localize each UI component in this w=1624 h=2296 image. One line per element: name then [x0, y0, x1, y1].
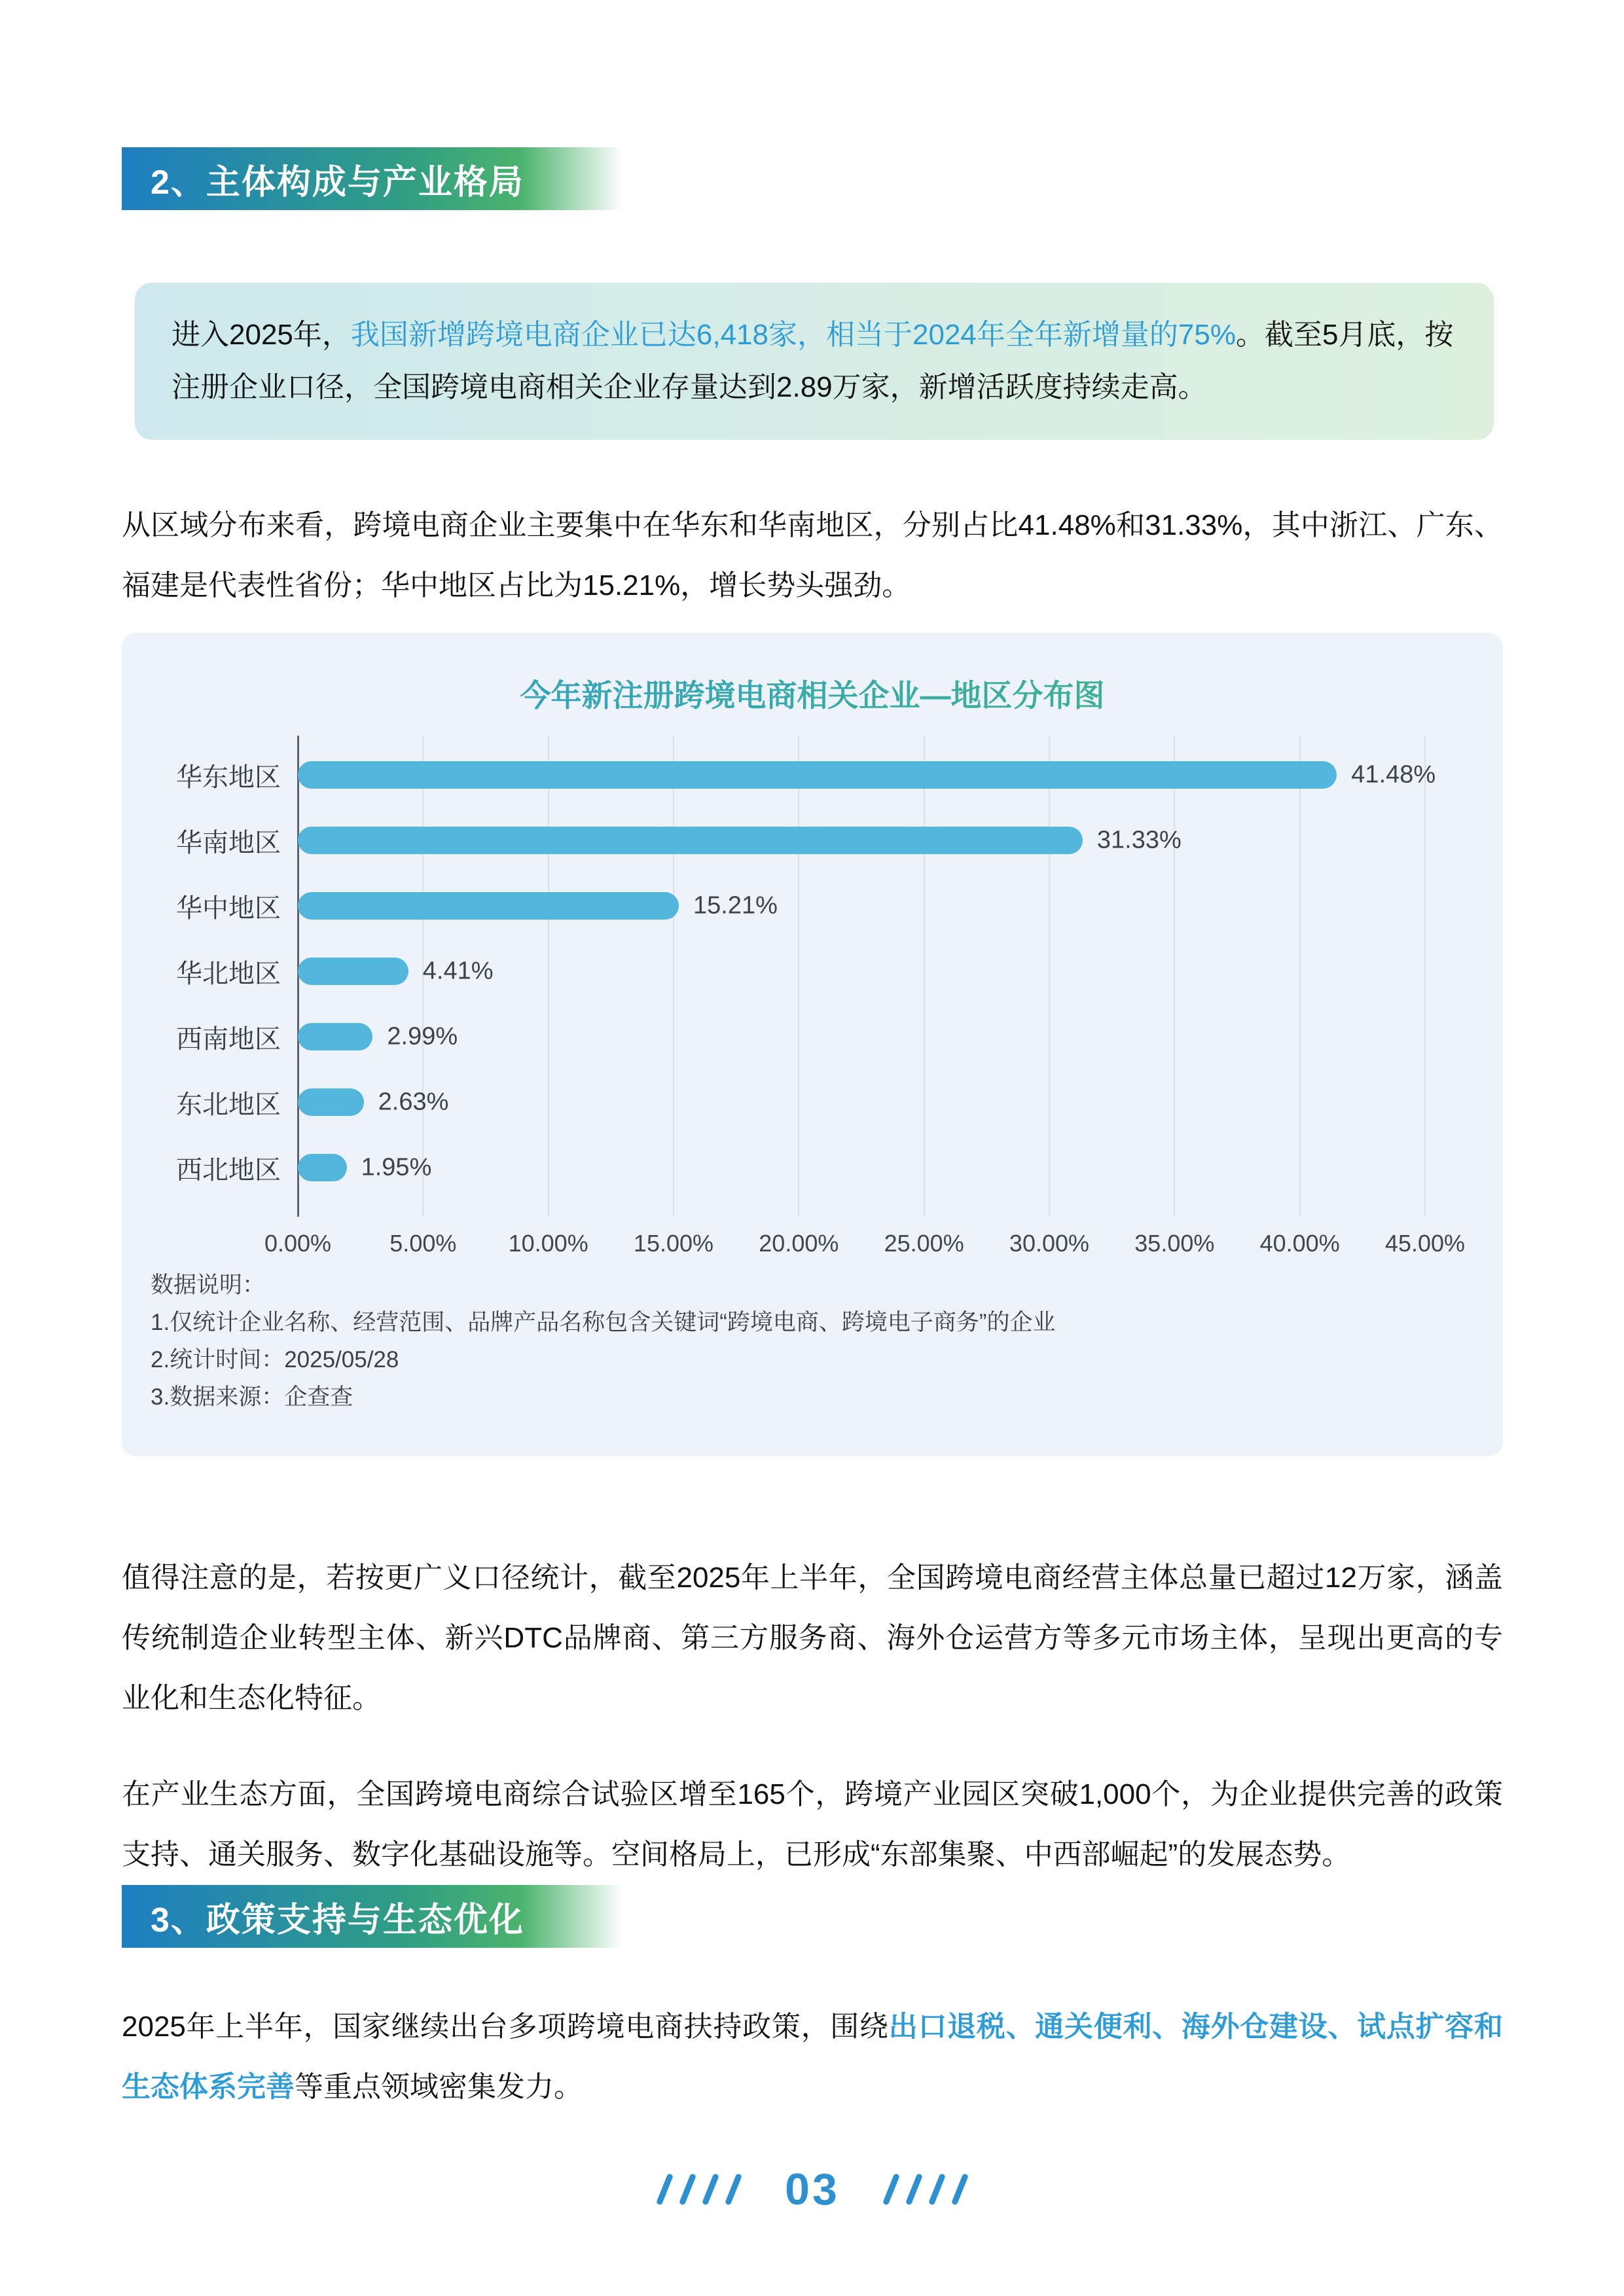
bar — [298, 1023, 372, 1050]
bar-track — [298, 808, 1425, 873]
page-footer — [122, 2163, 1503, 2215]
chart-row — [151, 808, 1503, 873]
text-segment: 2025年上半年，国家继续出台多项跨境电商扶持政策，围绕 — [122, 2011, 889, 2043]
value-label: 2.99% — [387, 1022, 458, 1050]
value-label: 1.95% — [361, 1153, 432, 1181]
category-label: 华中地区 — [176, 893, 281, 923]
value-label: 15.21% — [693, 891, 778, 920]
bar-chart — [151, 736, 1503, 1257]
text-segment: 进入2025年， — [171, 319, 351, 351]
section-3-header — [122, 1885, 634, 1948]
paragraph-broader-statistics: 值得注意的是，若按更广义口径统计，截至2025年上半年，全国跨境电商经营主体总量已超过12万家，涵盖传统制造企业转型主体、新兴DTC品牌商、第三方服务商、海外仓运营方等多元市场主体，呈现出更高的专业化和生态化特征。 — [122, 1562, 1503, 1714]
slash-mark — [702, 2173, 719, 2206]
paragraph-policy-support — [122, 1997, 1503, 2117]
page-number: 03 — [785, 2164, 840, 2214]
x-tick-label: 25.00% — [884, 1230, 964, 1257]
value-label: 31.33% — [1096, 826, 1182, 854]
slash-mark — [725, 2173, 742, 2206]
x-tick-label: 0.00% — [264, 1230, 332, 1257]
value-label: 41.48% — [1351, 761, 1436, 789]
slash-mark — [679, 2173, 696, 2206]
x-axis-ticks — [264, 1217, 1466, 1257]
section-2-header — [122, 147, 634, 210]
footer-slashes-left — [662, 2173, 736, 2206]
chart-row — [151, 873, 1503, 939]
text-segment: 等重点领域密集发力。 — [295, 2071, 583, 2103]
category-label: 华南地区 — [176, 828, 281, 857]
bar — [298, 827, 1083, 854]
footer-slashes-right — [888, 2173, 963, 2206]
x-tick-label: 35.00% — [1134, 1230, 1215, 1257]
bar — [298, 1154, 347, 1181]
bar-track — [298, 1069, 1425, 1135]
bar-track — [298, 873, 1425, 939]
chart-notes — [151, 1266, 1503, 1416]
text-segment: 出口退税、通关便利、海外仓建设、试点扩容和生态体系完善 — [122, 2011, 1504, 2103]
category-label: 西北地区 — [176, 1155, 281, 1185]
chart-row — [151, 1004, 1503, 1069]
chart-title: 今年新注册跨境电商相关企业—地区分布图 — [122, 679, 1503, 713]
bar-track — [298, 1135, 1425, 1200]
text-segment: 我国新增跨境电商企业已达6,418家，相当于2024年全年新增量的75% — [350, 319, 1236, 351]
x-tick-label: 30.00% — [1009, 1230, 1090, 1257]
slash-mark — [928, 2173, 946, 2206]
bar-track — [298, 1004, 1425, 1069]
chart-card — [122, 633, 1503, 1456]
chart-row — [151, 742, 1503, 808]
bar — [298, 958, 408, 985]
x-tick-label: 10.00% — [508, 1230, 588, 1257]
chart-plot-area — [151, 736, 1503, 1217]
chart-note-line: 数据说明： — [151, 1272, 266, 1298]
value-label: 4.41% — [422, 957, 494, 985]
bar-track — [298, 742, 1436, 808]
bar — [298, 1088, 364, 1116]
chart-note-line: 3.数据来源：企查查 — [151, 1384, 353, 1410]
category-label: 华东地区 — [176, 762, 281, 792]
value-label: 2.63% — [378, 1088, 449, 1116]
paragraph-industry-ecology: 在产业生态方面，全国跨境电商综合试验区增至165个，跨境产业园区突破1,000个，为企业提供完善的政策支持、通关服务、数字化基础设施等。空间格局上，已形成“东部集聚、中西部崛起”的发展态势。 — [122, 1778, 1503, 1871]
x-tick-label: 45.00% — [1384, 1230, 1466, 1257]
chart-note-line: 1.仅统计企业名称、经营范围、品牌产品名称包含关键词“跨境电商、跨境电子商务”的企业 — [151, 1310, 1056, 1335]
slash-mark — [882, 2173, 900, 2206]
section-2-title: 2、主体构成与产业格局 — [151, 163, 524, 202]
highlight-callout — [135, 283, 1494, 440]
chart-rows — [151, 742, 1503, 1200]
category-label: 华北地区 — [176, 959, 281, 988]
bar — [298, 892, 679, 920]
callout-text — [171, 309, 1457, 414]
chart-note-line: 2.统计时间：2025/05/28 — [151, 1347, 399, 1372]
bar — [298, 761, 1337, 789]
slash-mark — [905, 2173, 923, 2206]
paragraph-region-distribution: 从区域分布来看，跨境电商企业主要集中在华东和华南地区，分别占比41.48%和31.33%，其中浙江、广东、福建是代表性省份；华中地区占比为15.21%，增长势头强劲。 — [122, 509, 1503, 601]
text-segment: 。截至5月底，按注册企业口径，全国跨境电商相关企业存量达到2.89万家，新增活跃度持续走高。 — [171, 319, 1454, 403]
chart-row — [151, 939, 1503, 1004]
category-label: 东北地区 — [176, 1090, 281, 1119]
chart-row — [151, 1135, 1503, 1200]
slash-mark — [656, 2173, 674, 2206]
category-label: 西南地区 — [176, 1024, 281, 1054]
x-tick-label: 15.00% — [633, 1230, 714, 1257]
chart-row — [151, 1069, 1503, 1135]
section-3-title: 3、政策支持与生态优化 — [151, 1901, 524, 1939]
bar-track — [298, 939, 1425, 1004]
x-tick-label: 40.00% — [1259, 1230, 1340, 1257]
x-tick-label: 20.00% — [759, 1230, 839, 1257]
x-tick-label: 5.00% — [389, 1230, 457, 1257]
slash-mark — [951, 2173, 969, 2206]
